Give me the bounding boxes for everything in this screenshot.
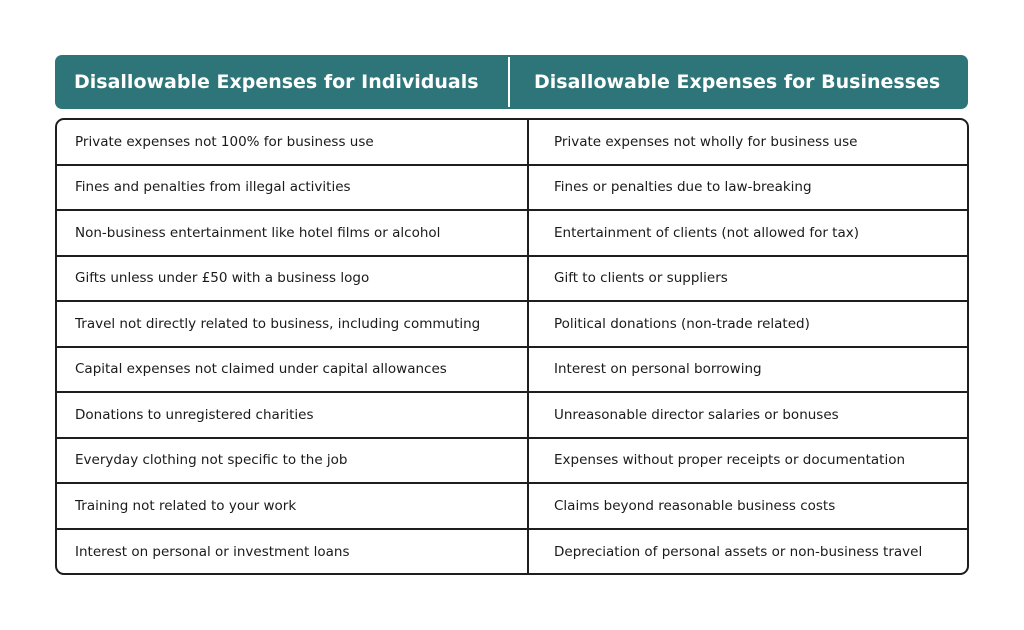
- cell-businesses: Gift to clients or suppliers: [554, 270, 728, 287]
- cell-individuals: Capital expenses not claimed under capital allowances: [57, 348, 529, 392]
- cell-businesses: Political donations (non-trade related): [554, 315, 810, 332]
- cell-individuals: Non-business entertainment like hotel films or alcohol: [57, 211, 529, 255]
- cell-businesses: Unreasonable director salaries or bonuses: [554, 406, 839, 423]
- cell-individuals: Fines and penalties from illegal activities: [57, 166, 529, 210]
- cell-businesses: Interest on personal borrowing: [554, 361, 762, 378]
- cell-businesses: Claims beyond reasonable business costs: [554, 497, 836, 514]
- cell-individuals: Private expenses not 100% for business use: [57, 120, 529, 164]
- table-row: [57, 348, 967, 394]
- table-row: [57, 393, 967, 439]
- cell-businesses: Depreciation of personal assets or non-business travel: [554, 544, 923, 561]
- cell-businesses: Expenses without proper receipts or documentation: [554, 452, 906, 469]
- table-row: [57, 211, 967, 257]
- cell-businesses: Fines or penalties due to law-breaking: [554, 179, 812, 196]
- header-businesses: Disallowable Expenses for Businesses: [534, 71, 941, 93]
- table-row: [57, 439, 967, 485]
- header-individuals: Disallowable Expenses for Individuals: [74, 71, 479, 93]
- table-row: [57, 166, 967, 212]
- cell-businesses: Entertainment of clients (not allowed for tax): [554, 224, 859, 241]
- cell-individuals: Everyday clothing not specific to the job: [57, 439, 529, 483]
- cell-individuals: Training not related to your work: [57, 484, 529, 528]
- cell-individuals: Interest on personal or investment loans: [57, 530, 529, 576]
- table-row: [57, 120, 967, 166]
- cell-individuals: Gifts unless under £50 with a business logo: [57, 257, 529, 301]
- table-row: [57, 257, 967, 303]
- cell-individuals: Travel not directly related to business, including commuting: [57, 302, 529, 346]
- table-row: [57, 530, 967, 576]
- cell-individuals: Donations to unregistered charities: [57, 393, 529, 437]
- expenses-table: [55, 118, 969, 575]
- table-header: [55, 55, 968, 109]
- cell-businesses: Private expenses not wholly for business use: [554, 133, 858, 150]
- table-row: [57, 302, 967, 348]
- table-row: [57, 484, 967, 530]
